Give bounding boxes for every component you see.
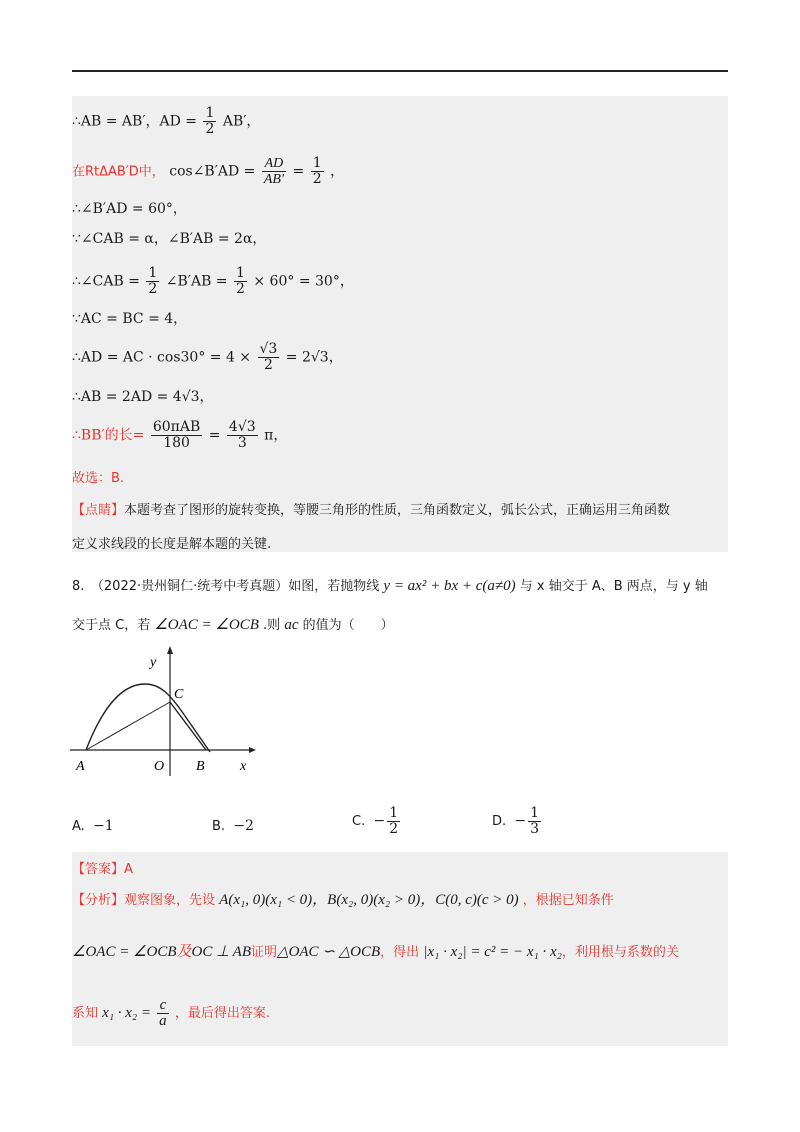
segment-cb — [170, 702, 206, 750]
parabola-curve — [86, 684, 210, 752]
fraction: $\frac{1}{2}$ — [148, 265, 158, 297]
solution-line-7: ∴AD = AC · cos30° = 4 × $\frac{√3}{2}$ = 2√3， — [72, 341, 343, 373]
fraction: $\frac{1}{3}$ — [530, 805, 540, 837]
option-d[interactable]: D. − $\frac{1}{3}$ — [492, 805, 540, 837]
analysis-line-2: ∠OAC = ∠OCB及OC ⊥ AB证明△OAC ∽ △OCB，得出 |x₁ · x₂| = c² = − x₁ · x₂，利用根与系数的关 — [72, 944, 679, 960]
fraction: $\frac{1}{2}$ — [312, 155, 322, 187]
segment-ac — [86, 702, 170, 750]
solution-line-6: ∵AC = BC = 4， — [72, 311, 188, 327]
option-b[interactable]: B. −2 — [212, 818, 254, 834]
solution-line-4: ∵∠CAB = α，∠B′AB = 2α， — [72, 231, 267, 247]
fraction: $\frac{4√3}{3}$ — [228, 419, 256, 451]
point-a-label: A — [76, 759, 85, 774]
y-axis-arrow — [167, 646, 173, 654]
solution-line-5: ∴∠CAB = $\frac{1}{2}$ ∠B′AB = $\frac{1}{2}$ × 60° = 30°， — [72, 265, 354, 297]
parabola-figure — [70, 646, 256, 776]
option-c[interactable]: C. − $\frac{1}{2}$ — [352, 805, 399, 837]
point-c-label: C — [174, 687, 184, 702]
fraction: $\frac{√3}{2}$ — [259, 341, 278, 373]
point-o-label: O — [154, 759, 165, 774]
solution-line-1: ∴AB = AB′，AD = $\frac{1}{2}$ AB′， — [72, 105, 261, 137]
comment-block: 【点睛】本题考查了图形的旋转变换，等腰三角形的性质，三角函数定义，弧长公式，正确运用三角函数 定义求线段的长度是解本题的关键. — [72, 503, 671, 552]
option-a[interactable]: A. −1 — [72, 818, 114, 834]
point-b-label: B — [196, 759, 205, 774]
header-rule — [72, 70, 728, 72]
solution-line-8: ∴AB = 2AD = 4√3， — [72, 389, 214, 405]
fraction: $\frac{1}{2}$ — [236, 265, 245, 297]
fraction: $\frac{1}{2}$ — [389, 805, 399, 837]
solution-line-9: ∴BB′的长= $\frac{\text{60πAB}}{180}$ = $\frac{4√3}{3}$ π， — [72, 419, 288, 451]
solution-choice: 故选：B. — [72, 471, 125, 486]
x-label: x — [240, 759, 247, 774]
question-line-2: 交于点 C，若 ∠OAC = ∠OCB .则 ac 的值为（ ） — [72, 617, 394, 633]
fraction: $\frac{c}{a}$ — [159, 997, 167, 1029]
y-label: y — [150, 655, 157, 670]
analysis-line-1: 【分析】观察图象，先设 A(x₁, 0)(x₁ < 0)，B(x₂, 0)(x₂ > 0)，C(0, c)(c > 0) ，根据已知条件 — [72, 892, 614, 908]
analysis-line-3: 系知 x₁ · x₂ = $\frac{c}{a}$ ，最后得出答案. — [72, 997, 270, 1029]
x-axis-arrow — [249, 747, 256, 753]
solution-line-2: 在RtΔAB′D中， cos∠B′AD = $\frac{AD}{AB'}$ = $\frac{1}{2}$ ， — [72, 155, 345, 187]
fraction: $\frac{AD}{AB'}$ — [263, 156, 285, 187]
solution-line-3: ∴∠B′AD = 60°， — [72, 201, 187, 217]
question-line-1: 8. （2022·贵州铜仁·统考中考真题）如图，若抛物线 y = ax² + bx + c(a≠0) 与 x 轴交于 A、B 两点，与 y 轴 — [72, 578, 708, 594]
answer-line: 【答案】A — [72, 862, 133, 877]
fraction: $\frac{1}{2}$ — [205, 105, 215, 137]
fraction: $\frac{\text{60πAB}}{180}$ — [152, 419, 201, 451]
